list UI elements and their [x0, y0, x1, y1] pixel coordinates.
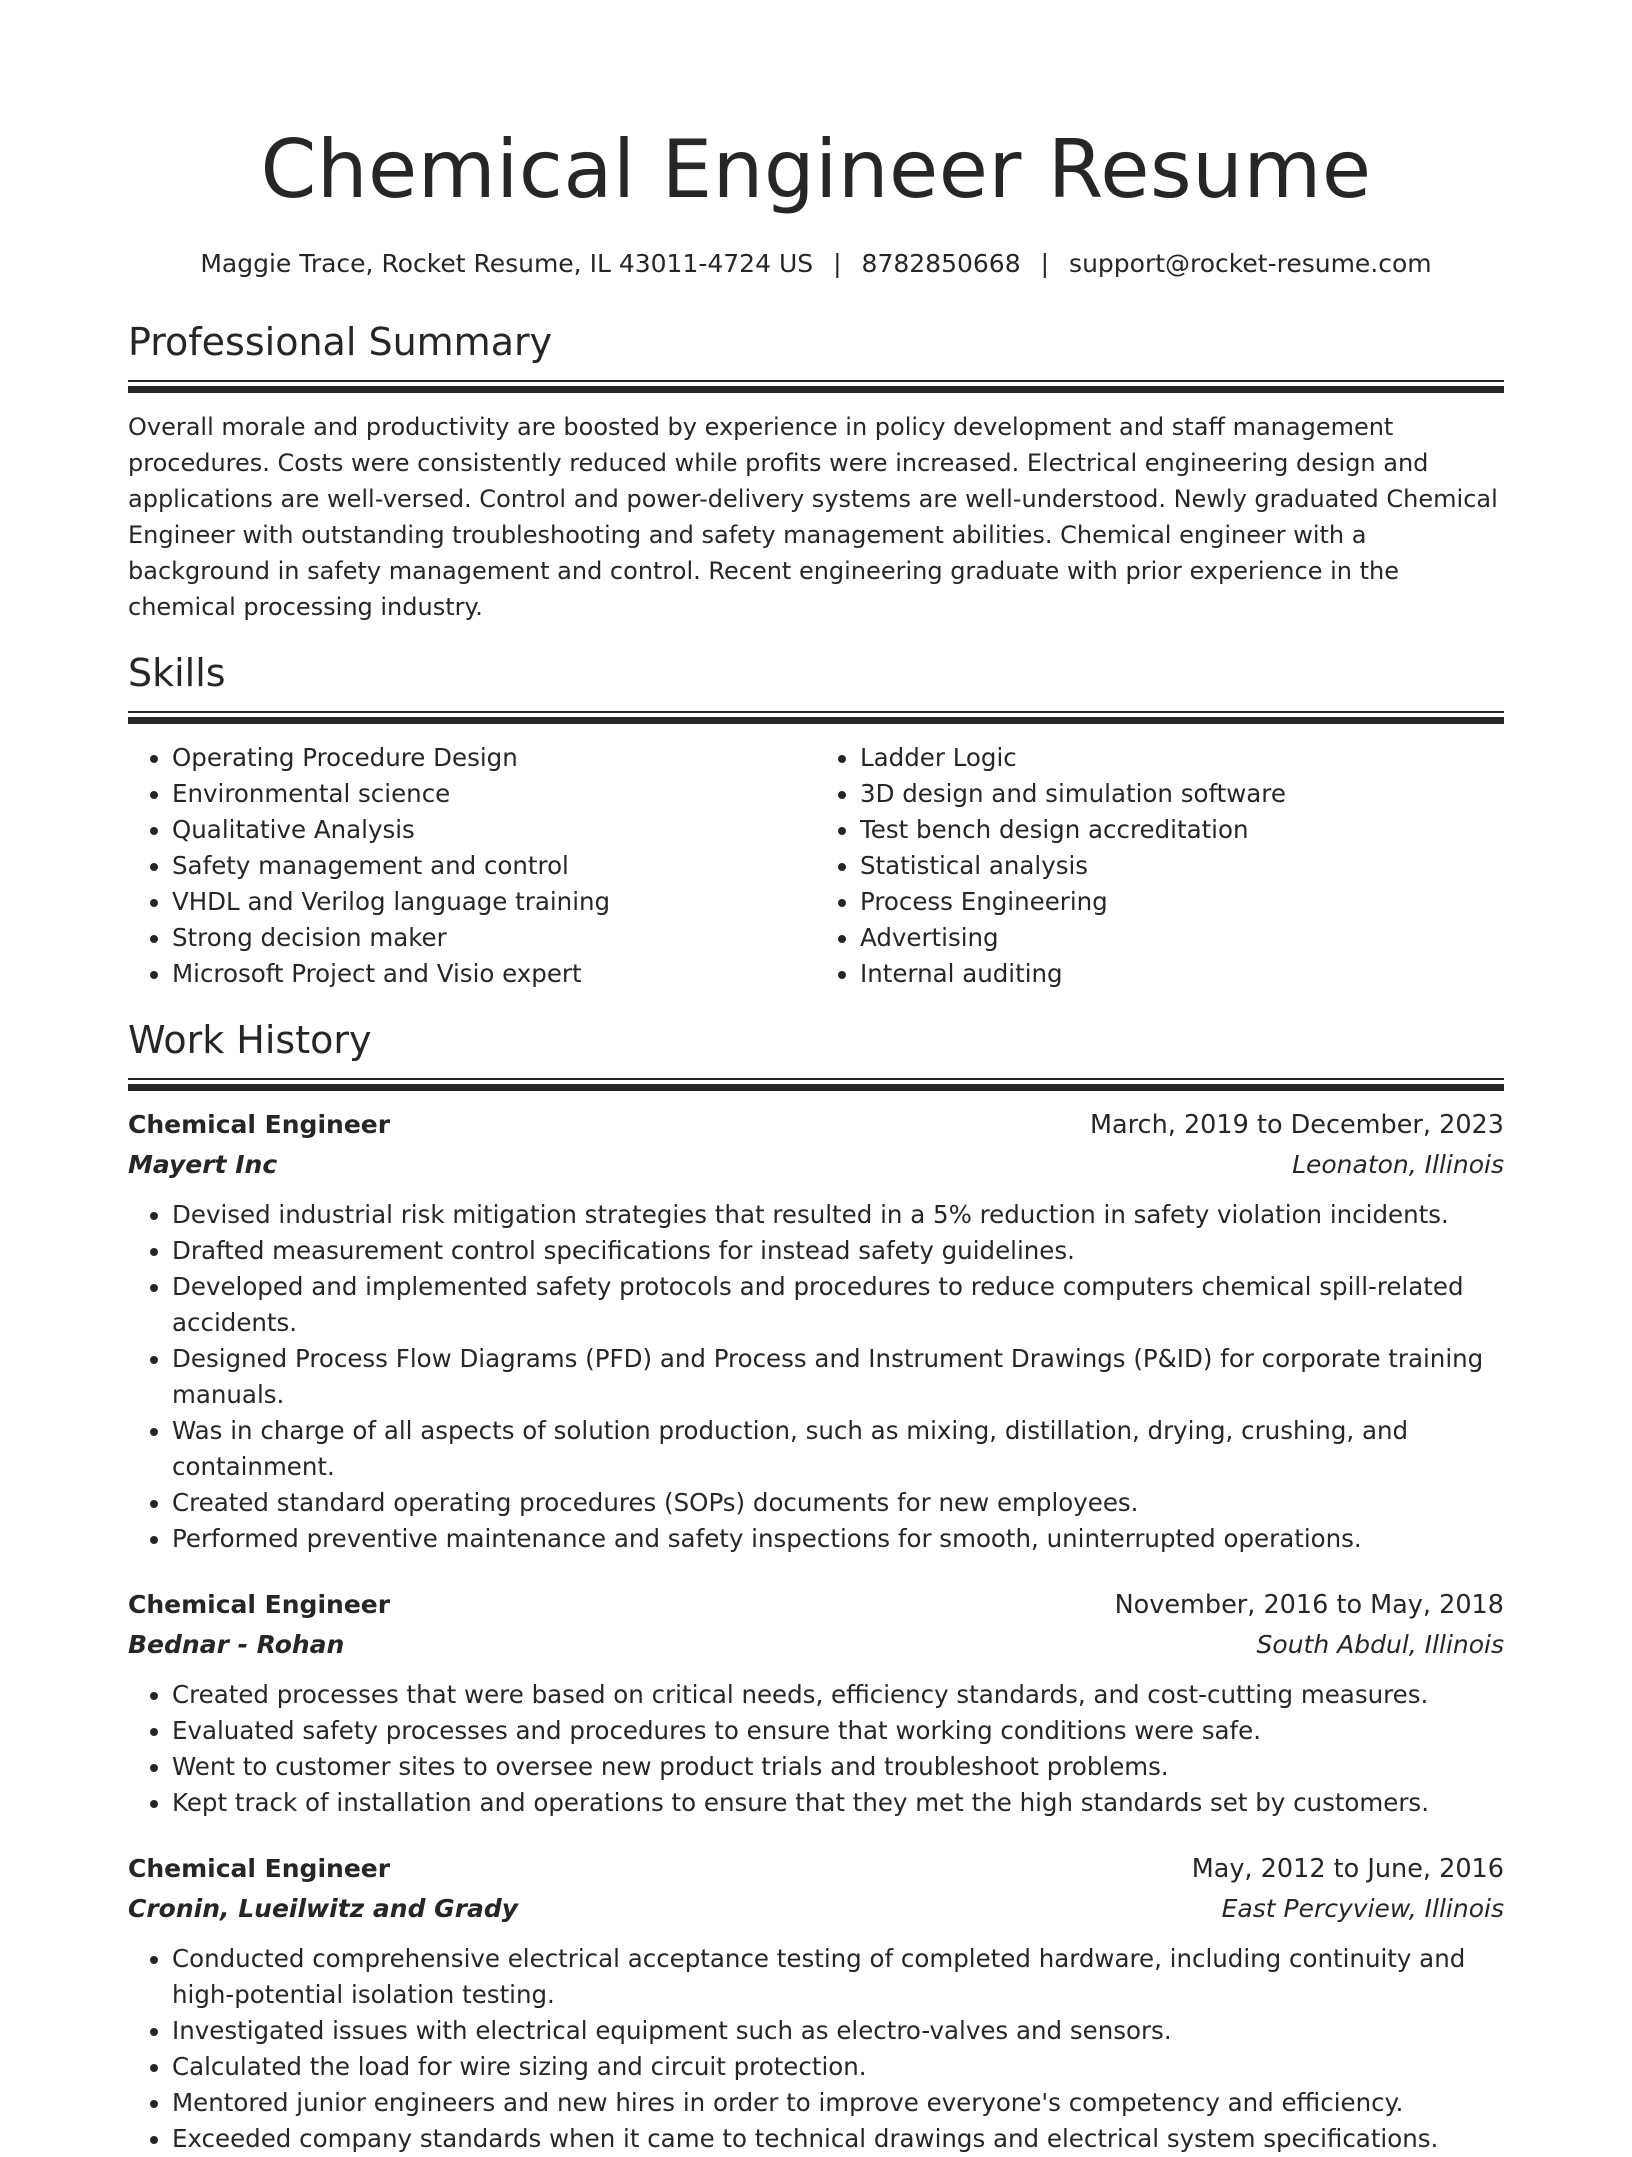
list-item: • Created standard operating procedures (SOPs) documents for new employees. — [172, 1485, 1504, 1521]
job-title: Chemical Engineer — [128, 1854, 391, 1883]
list-item: • Performed preventive maintenance and safety inspections for smooth, uninterrupted operations. — [172, 1521, 1504, 1557]
job-entry — [128, 1849, 1504, 2157]
job-company-row — [128, 1145, 1504, 1185]
summary-text: Overall morale and productivity are boosted by experience in policy development and staff management procedures. Costs were consistently reduced while profits were increased. Electrical engineering design and applications are well-versed. Control and power-delivery systems are well-understood. Newly graduated Chemical Engineer with outstanding troubleshooting and safety management abilities. Chemical engineer with a background in safety management and control. Recent engineering graduate with prior experience in the chemical processing industry. — [128, 413, 1498, 621]
list-item: • Drafted measurement control specifications for instead safety guidelines. — [172, 1233, 1504, 1269]
resume-title: Chemical Engineer Resume — [260, 123, 1372, 216]
job-bullets — [128, 1677, 1504, 1821]
list-item: • Qualitative Analysis — [172, 812, 816, 848]
list-item: • Devised industrial risk mitigation strategies that resulted in a 5% reduction in safety violation incidents. — [172, 1197, 1504, 1233]
skills-heading: Skills — [128, 651, 226, 695]
list-item: • Test bench design accreditation — [860, 812, 1504, 848]
job-location: East Percyview, Illinois — [1221, 1894, 1504, 1923]
skills-right-list — [816, 740, 1504, 992]
summary-heading: Professional Summary — [128, 320, 553, 364]
contact-email: support@rocket-resume.com — [1069, 249, 1432, 278]
section-divider — [128, 711, 1504, 724]
list-item: • Safety management and control — [172, 848, 816, 884]
job-company-row — [128, 1889, 1504, 1929]
job-location: Leonaton, Illinois — [1292, 1150, 1504, 1179]
summary-section — [128, 318, 1504, 625]
list-item: • VHDL and Verilog language training — [172, 884, 816, 920]
list-item: • Environmental science — [172, 776, 816, 812]
list-item: • 3D design and simulation software — [860, 776, 1504, 812]
list-item: • Investigated issues with electrical equipment such as electro-valves and sensors. — [172, 2013, 1504, 2049]
list-item: • Created processes that were based on critical needs, efficiency standards, and cost-cutting measures. — [172, 1677, 1504, 1713]
list-item: • Process Engineering — [860, 884, 1504, 920]
jobs-list — [128, 1105, 1504, 2157]
job-dates: March, 2019 to December, 2023 — [1090, 1110, 1504, 1140]
list-item: • Exceeded company standards when it came to technical drawings and electrical system specifications. — [172, 2121, 1504, 2157]
contact-phone: 8782850668 — [861, 249, 1021, 278]
section-divider — [128, 1078, 1504, 1091]
list-item: • Operating Procedure Design — [172, 740, 816, 776]
job-bullets — [128, 1941, 1504, 2157]
job-dates: May, 2012 to June, 2016 — [1191, 1854, 1504, 1884]
job-bullets — [128, 1197, 1504, 1557]
section-divider — [128, 380, 1504, 393]
list-item: • Advertising — [860, 920, 1504, 956]
list-item: • Went to customer sites to oversee new product trials and troubleshoot problems. — [172, 1749, 1504, 1785]
skills-left-list — [128, 740, 816, 992]
list-item: • Microsoft Project and Visio expert — [172, 956, 816, 992]
skills-section — [128, 649, 1504, 992]
list-item: • Mentored junior engineers and new hires in order to improve everyone's competency and efficiency. — [172, 2085, 1504, 2121]
contact-address: Maggie Trace, Rocket Resume, IL 43011-4724 US — [200, 249, 814, 278]
job-title: Chemical Engineer — [128, 1590, 391, 1619]
contact-separator: | — [833, 249, 842, 278]
list-item: • Evaluated safety processes and procedures to ensure that working conditions were safe. — [172, 1713, 1504, 1749]
work-history-heading: Work History — [128, 1018, 372, 1062]
job-title-row — [128, 1849, 1504, 1889]
list-item: • Developed and implemented safety protocols and procedures to reduce computers chemical spill-related accidents. — [172, 1269, 1504, 1341]
list-item: • Conducted comprehensive electrical acceptance testing of completed hardware, including continuity and high-potential isolation testing. — [172, 1941, 1504, 2013]
job-dates: November, 2016 to May, 2018 — [1114, 1590, 1504, 1620]
job-entry — [128, 1585, 1504, 1821]
list-item: • Was in charge of all aspects of solution production, such as mixing, distillation, drying, crushing, and containment. — [172, 1413, 1504, 1485]
list-item: • Ladder Logic — [860, 740, 1504, 776]
list-item: • Calculated the load for wire sizing and circuit protection. — [172, 2049, 1504, 2085]
contact-separator: | — [1040, 249, 1050, 278]
job-company: Mayert Inc — [128, 1150, 278, 1179]
job-entry — [128, 1105, 1504, 1557]
contact-line — [128, 248, 1504, 280]
list-item: • Statistical analysis — [860, 848, 1504, 884]
work-history-section — [128, 1016, 1504, 2157]
list-item: • Internal auditing — [860, 956, 1504, 992]
job-company: Cronin, Lueilwitz and Grady — [128, 1894, 519, 1923]
job-company: Bednar - Rohan — [128, 1630, 345, 1659]
list-item: • Designed Process Flow Diagrams (PFD) and Process and Instrument Drawings (P&ID) for corporate training manuals. — [172, 1341, 1504, 1413]
job-title-row — [128, 1585, 1504, 1625]
job-location: South Abdul, Illinois — [1256, 1630, 1504, 1659]
list-item: • Kept track of installation and operations to ensure that they met the high standards set by customers. — [172, 1785, 1504, 1821]
job-company-row — [128, 1625, 1504, 1665]
skills-columns — [128, 740, 1504, 992]
job-title: Chemical Engineer — [128, 1110, 391, 1139]
list-item: • Strong decision maker — [172, 920, 816, 956]
job-title-row — [128, 1105, 1504, 1145]
